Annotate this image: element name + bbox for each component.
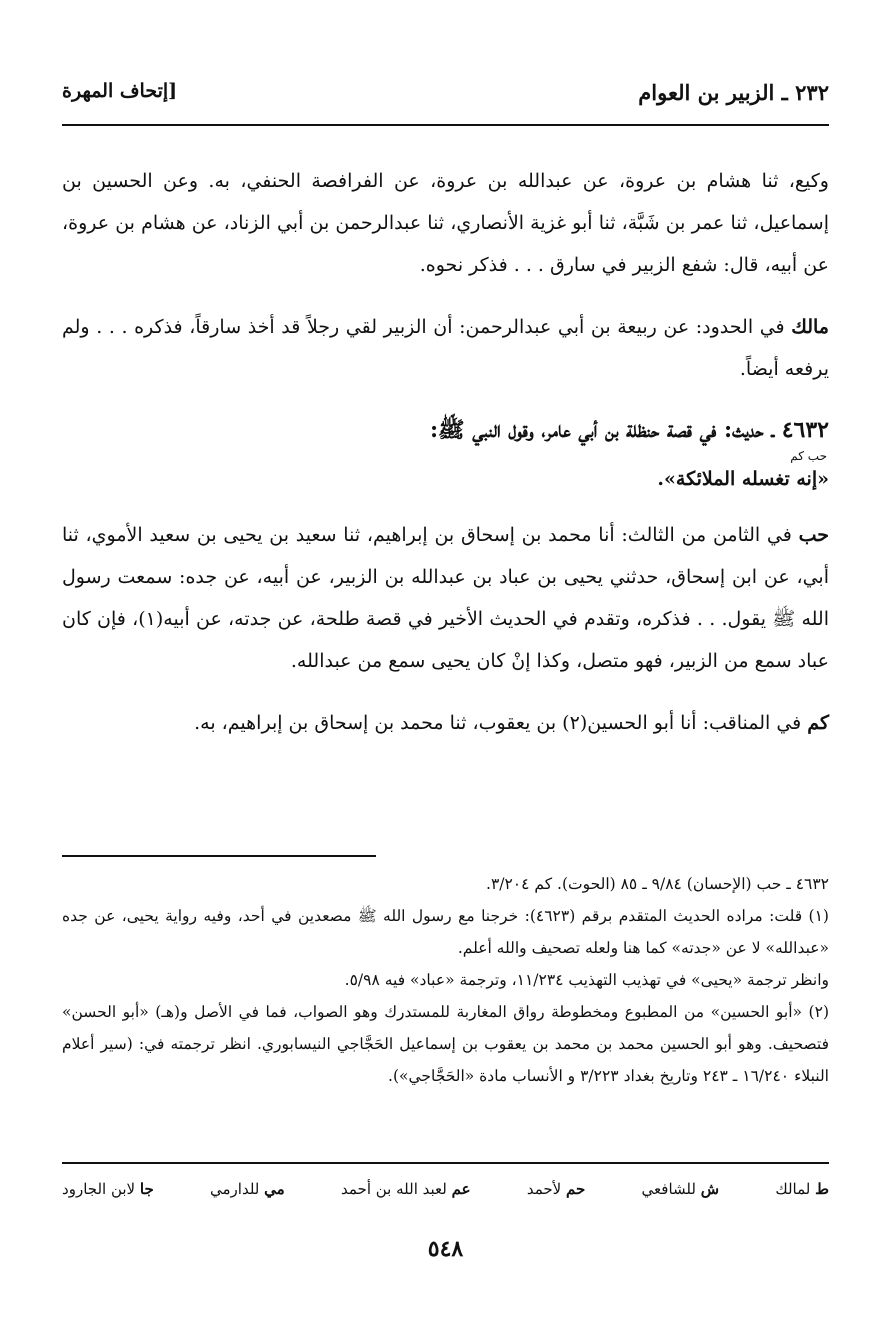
footnote-1-cont: وانظر ترجمة «يحيى» في تهذيب التهذيب ١١/٢٣٤، وترجمة «عباد» فيه ٥/٩٨. xyxy=(344,971,829,989)
paragraph-hakim xyxy=(62,702,829,744)
main-text xyxy=(62,160,829,764)
paragraph-text: في الحدود: عن ربيعة بن أبي عبدالرحمن: أن الزبير لقي رجلاً قد أخذ سارقاً، فذكره . . . ولم يرفعه أيضاً. xyxy=(62,316,829,380)
book-title: [إتحاف المهرة xyxy=(62,80,178,102)
footnote-2: (٢) «أبو الحسين» من المطبوع ومخطوطة رواق المغاربة للمستدرك وهو الصواب، فما في الأصل و(هـ) «أبو الحسن» فتصحيف. وهو أبو الحسين محمد بن محمد بن يعقوب بن إسماعيل الحَجَّاجي النيسابوري. انظر ترجمته في: (سير أعلام النبلاء ١٦/٢٤٠ ـ ٢٤٣ وتاريخ بغداد ٣/٢٢٣ و الأنساب مادة «الحَجَّاجي»). xyxy=(62,1003,829,1085)
legend-item: ط لمالك xyxy=(775,1180,829,1198)
sigla-legend xyxy=(62,1180,829,1198)
header-rule xyxy=(62,124,829,126)
paragraph-text: في المناقب: أنا أبو الحسين(٢) بن يعقوب، ثنا محمد بن إسحاق بن إبراهيم، به. xyxy=(194,712,808,734)
legend-item: جا لابن الجارود xyxy=(62,1180,154,1198)
footnotes xyxy=(62,868,829,1092)
source-siglum: مالك xyxy=(791,316,829,338)
hadith-quote: «إنه تغسله الملائكة». xyxy=(657,468,829,490)
source-siglum: كم xyxy=(807,712,829,734)
hadith-sigla: حب كم xyxy=(790,449,827,463)
legend-item: عم لعبد الله بن أحمد xyxy=(341,1180,471,1198)
source-siglum: حب xyxy=(798,524,829,546)
paragraph-continuation: وكيع، ثنا هشام بن عروة، عن عبدالله بن عروة، عن الفرافصة الحنفي، به. وعن الحسين بن إسماعيل، ثنا عمر بن شَبَّة، ثنا أبو غزية الأنصاري، ثنا عبدالرحمن بن أبي الزناد، عن هشام بن عروة، عن أبيه، قال: شفع الزبير في سارق . . . فذكر نحوه. xyxy=(62,170,829,276)
footnote-1: (١) قلت: مراده الحديث المتقدم برقم (٤٦٢٣): خرجنا مع رسول الله ﷺ مصعدين في أحد، وفيه رواية يحيى، عن جده «عبدالله» لا عن «جدته» كما هنا ولعله تصحيف والله أعلم. xyxy=(62,907,829,957)
paragraph-hibban xyxy=(62,514,829,682)
legend-item: حم لأحمد xyxy=(526,1180,586,1198)
footnote-rule xyxy=(62,855,376,857)
footnote-sources: ٤٦٣٢ ـ حب (الإحسان) ٩/٨٤ ـ ٨٥ (الحوت). كم ٣/٢٠٤. xyxy=(486,875,829,893)
paragraph-malik xyxy=(62,306,829,390)
page-number: ٥٤٨ xyxy=(427,1236,464,1262)
hadith-heading: ٤٦٣٢ ـ حديث: في قصة حنظلة بن أبي عامر، وقول النبي ﷺ: xyxy=(429,417,829,443)
legend-item: مي للدارمي xyxy=(210,1180,285,1198)
hadith-entry xyxy=(62,410,829,494)
running-header xyxy=(62,72,829,122)
paragraph-text: في الثامن من الثالث: أنا محمد بن إسحاق بن إبراهيم، ثنا سعيد بن يحيى بن سعيد الأموي، ثنا أبي، عن ابن إسحاق، حدثني يحيى بن عباد بن عبدالله بن الزبير، عن أبيه، عن جده: سمعت رسول الله ﷺ يقول. . . فذكره، وتقدم في الحديث الأخير في قصة طلحة، عن جدته، عن أبيه(١)، فإن كان عباد سمع من الزبير، فهو متصل، وكذا إنْ كان يحيى سمع من عبدالله. xyxy=(62,524,829,672)
legend-rule xyxy=(62,1162,829,1164)
chapter-title: ٢٣٢ ـ الزبير بن العوام xyxy=(638,80,829,105)
legend-item: ش للشافعي xyxy=(641,1180,720,1198)
